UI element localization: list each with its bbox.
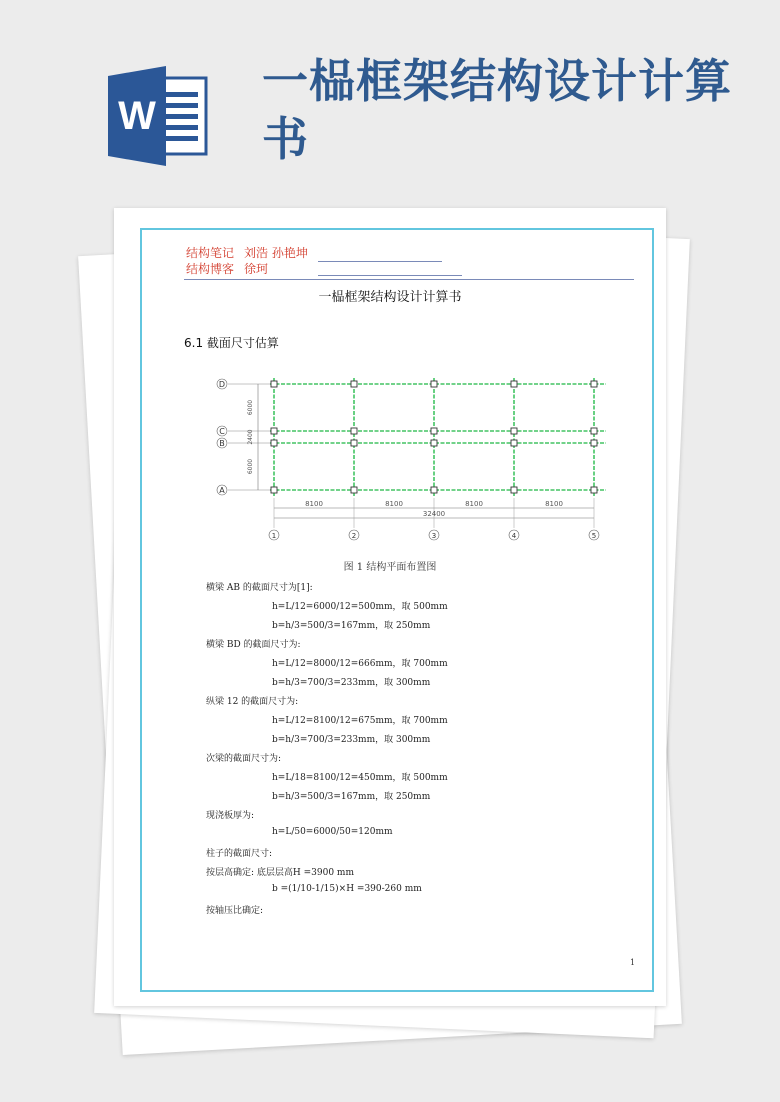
axis-label-A: A <box>219 486 225 495</box>
column-node-A1 <box>271 487 277 493</box>
column-node-C4 <box>511 428 517 434</box>
body-line-15: 柱子的截面尺寸: <box>206 849 273 859</box>
body-line-17: b =(1/10-1/15)×H =390-260 mm <box>272 884 422 894</box>
row-dimension-label: 6000 <box>247 458 254 475</box>
body-line-7: 纵梁 12 的截面尺寸为: <box>206 697 299 707</box>
axis-label-4: 4 <box>511 532 517 540</box>
bay-dimension-label: 8100 <box>465 500 483 508</box>
column-node-C3 <box>431 428 437 434</box>
row-dimension-label: 2400 <box>247 429 254 445</box>
total-dimension-label: 32400 <box>422 510 446 518</box>
column-node-B1 <box>271 440 277 446</box>
page-number: 1 <box>630 958 636 967</box>
column-node-C5 <box>591 428 597 434</box>
axis-label-2: 2 <box>351 532 357 540</box>
structural-plan-figure <box>212 376 612 544</box>
header-authors-row2: 徐珂 <box>244 262 269 276</box>
body-line-6: b=h/3=700/3=233mm，取 300mm <box>272 678 431 688</box>
bay-dimension-label: 8100 <box>385 500 403 508</box>
body-line-4: 横梁 BD 的截面尺寸为: <box>206 640 301 650</box>
body-line-14: h=L/50=6000/50=120mm <box>272 827 393 837</box>
axis-label-5: 5 <box>591 532 597 540</box>
document-title: 一榀框架结构设计计算书 <box>318 290 462 305</box>
axis-label-1: 1 <box>271 532 277 540</box>
bay-dimension-label: 8100 <box>545 500 563 508</box>
body-line-5: h=L/12=8000/12=666mm，取 700mm <box>272 659 448 669</box>
column-node-B5 <box>591 440 597 446</box>
body-line-11: h=L/18=8100/12=450mm，取 500mm <box>272 773 448 783</box>
banner-title: 一榀框架结构设计计算书 <box>262 54 732 166</box>
axis-label-C: C <box>219 427 225 436</box>
word-document-icon <box>108 66 208 166</box>
row-dimension-label: 6000 <box>247 399 254 416</box>
header-label-blog: 结构博客 <box>186 262 235 276</box>
column-node-B4 <box>511 440 517 446</box>
column-node-A3 <box>431 487 437 493</box>
body-line-3: b=h/3=500/3=167mm，取 250mm <box>272 621 431 631</box>
header-underline-1 <box>318 261 442 262</box>
column-node-B2 <box>351 440 357 446</box>
bay-dimension-label: 8100 <box>305 500 323 508</box>
column-node-D3 <box>431 381 437 387</box>
section-heading: 6.1 截面尺寸估算 <box>184 336 279 350</box>
body-line-12: b=h/3=500/3=167mm，取 250mm <box>272 792 431 802</box>
body-line-8: h=L/12=8100/12=675mm，取 700mm <box>272 716 448 726</box>
header-underline-2 <box>318 275 462 276</box>
column-node-C2 <box>351 428 357 434</box>
header-label-notes: 结构笔记 <box>186 246 235 260</box>
axis-label-B: B <box>219 439 225 448</box>
column-node-A5 <box>591 487 597 493</box>
column-node-B3 <box>431 440 437 446</box>
axis-label-3: 3 <box>431 532 437 540</box>
body-line-1: 横梁 AB 的截面尺寸为[1]: <box>206 583 313 593</box>
body-line-16: 按层高确定: 底层层高H =3900 mm <box>206 868 354 878</box>
column-node-D1 <box>271 381 277 387</box>
body-line-18: 按轴压比确定: <box>206 906 264 916</box>
column-node-C1 <box>271 428 277 434</box>
document-page <box>114 208 666 1006</box>
header-rule <box>184 279 634 280</box>
body-line-2: h=L/12=6000/12=500mm，取 500mm <box>272 602 448 612</box>
body-line-13: 现浇板厚为: <box>206 811 255 821</box>
column-node-D4 <box>511 381 517 387</box>
column-node-A4 <box>511 487 517 493</box>
figure-caption: 图 1 结构平面布置图 <box>343 562 437 573</box>
column-node-D2 <box>351 381 357 387</box>
header-authors-row1: 刘浩 孙艳坤 <box>244 246 308 260</box>
axis-label-D: D <box>218 380 226 389</box>
body-line-9: b=h/3=700/3=233mm，取 300mm <box>272 735 431 745</box>
column-node-D5 <box>591 381 597 387</box>
word-logo-letter: W <box>118 94 156 138</box>
column-node-A2 <box>351 487 357 493</box>
body-line-10: 次梁的截面尺寸为: <box>206 754 282 764</box>
